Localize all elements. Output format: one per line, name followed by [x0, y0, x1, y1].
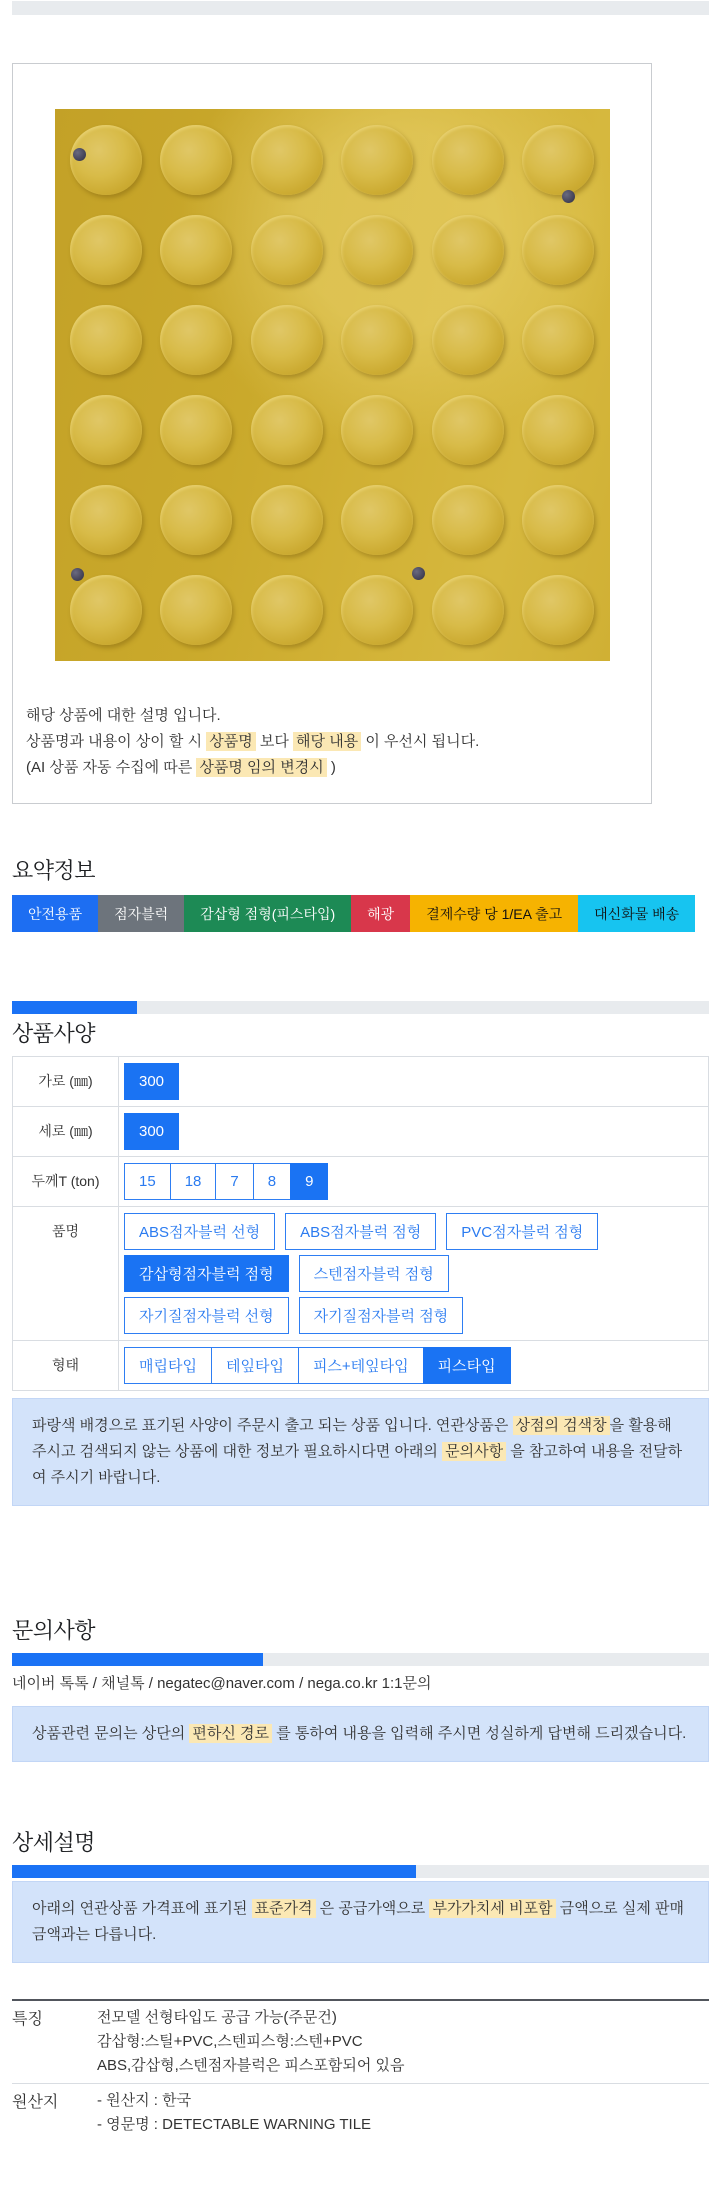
summary-tag: 안전용품 [12, 895, 98, 932]
tile-bump [522, 575, 594, 645]
text: 상품관련 문의는 상단의 [32, 1725, 190, 1742]
info-line: 감삽형:스틸+PVC,스텐피스형:스텐+PVC [97, 2033, 363, 2050]
spec-row-label: 형태 [13, 1341, 119, 1391]
tile-bump [522, 395, 594, 465]
info-line: 전모델 선형타입도 공급 가능(주문건) [97, 2009, 337, 2026]
text: 파랑색 배경으로 표기된 사양이 주문시 출고 되는 상품 입니다. 연관상품은 [32, 1417, 513, 1434]
tile-bump [432, 125, 504, 195]
tile-bump [341, 485, 413, 555]
text: (AI 상품 자동 수집에 따른 [26, 759, 197, 776]
spec-option[interactable]: 스텐점자블럭 점형 [299, 1255, 449, 1292]
description-line [26, 755, 631, 781]
summary-tag-list [12, 895, 709, 932]
text: ) [326, 759, 336, 776]
tile-bump [160, 125, 232, 195]
detail-section-title: 상세설명 [12, 1830, 96, 1855]
spec-table [12, 1056, 709, 1391]
spec-row-label: 품명 [13, 1207, 119, 1341]
spec-row [13, 1157, 709, 1207]
summary-tag: 점자블럭 [98, 895, 184, 932]
spec-option-selected[interactable]: 300 [124, 1113, 179, 1150]
inquiry-progress-fill [12, 1653, 263, 1666]
spec-option[interactable]: 테잎타입 [211, 1347, 299, 1384]
tile-bump [70, 305, 142, 375]
info-row-label: 특징 [12, 2011, 43, 2028]
summary-tag: 해광 [351, 895, 410, 932]
spec-option[interactable]: 7 [215, 1163, 253, 1200]
spec-row-label: 세로 (㎜) [13, 1107, 119, 1157]
text: 금액으로 실제 판매금액과는 다릅니다. [32, 1900, 684, 1943]
summary-section-title: 요약정보 [12, 858, 96, 883]
tile-screw-dot [412, 567, 425, 580]
detail-progress-fill [12, 1865, 416, 1878]
spec-row-options [119, 1207, 709, 1341]
text: 을 참고하여 내용을 전달하여 주시기 바랍니다. [32, 1443, 683, 1486]
tile-bump [160, 575, 232, 645]
inquiry-progress-bar [12, 1653, 709, 1666]
spec-option-selected[interactable]: 300 [124, 1063, 179, 1100]
product-description-text [26, 703, 631, 781]
tile-bump [70, 215, 142, 285]
tile-bump [70, 485, 142, 555]
specs-notice-box [12, 1398, 709, 1506]
tile-bump [251, 215, 323, 285]
detail-notice-box [12, 1881, 709, 1963]
specs-progress-fill [12, 1001, 137, 1014]
spec-row-options [119, 1107, 709, 1157]
tile-bump [251, 485, 323, 555]
highlighted-text: 상품명 임의 변경시 [196, 758, 326, 777]
spec-option-selected[interactable]: 9 [290, 1163, 328, 1200]
spec-row [13, 1341, 709, 1391]
highlighted-text: 상점의 검색창 [513, 1416, 610, 1435]
tile-bump [522, 215, 594, 285]
tile-screw-dot [562, 190, 575, 203]
summary-tag: 대신화물 배송 [578, 895, 695, 932]
tile-bump [251, 125, 323, 195]
tile-bump [522, 485, 594, 555]
inquiry-contact-line: 네이버 톡톡 / 채널톡 / negatec@naver.com / nega.co.kr 1:1문의 [12, 1675, 432, 1692]
spec-option[interactable]: ABS점자블럭 점형 [285, 1213, 436, 1250]
tile-bump [160, 305, 232, 375]
spec-row [13, 1207, 709, 1341]
highlighted-text: 상품명 [206, 732, 255, 751]
spec-option[interactable]: 자기질점자블럭 선형 [124, 1297, 289, 1334]
tile-bump [70, 575, 142, 645]
highlighted-text: 표준가격 [252, 1899, 316, 1918]
highlighted-text: 편하신 경로 [189, 1724, 272, 1743]
highlighted-text: 부가가치세 비포함 [429, 1899, 555, 1918]
text: 아래의 연관상품 가격표에 표기된 [32, 1900, 252, 1917]
text: 을 활용해 주시고 검색되지 않는 상품에 대한 정보가 필요하시다면 아래의 [32, 1417, 672, 1460]
highlighted-text: 문의사항 [442, 1442, 506, 1461]
tile-bump [341, 575, 413, 645]
tile-bump [160, 215, 232, 285]
tile-bump [432, 575, 504, 645]
info-row [12, 2001, 709, 2083]
highlighted-text: 해당 내용 [293, 732, 361, 751]
tile-bump [160, 485, 232, 555]
spec-row-label: 가로 (㎜) [13, 1057, 119, 1107]
tile-bump [251, 305, 323, 375]
spec-option[interactable]: 8 [253, 1163, 291, 1200]
tile-screw-dot [73, 148, 86, 161]
specs-progress-bar [12, 1001, 709, 1014]
tile-bump [432, 395, 504, 465]
text: 를 통하여 내용을 입력해 주시면 성실하게 답변해 드리겠습니다. [272, 1725, 687, 1742]
tile-bump [432, 485, 504, 555]
tile-bump [522, 125, 594, 195]
text: 이 우선시 됩니다. [361, 733, 480, 750]
tile-bump [522, 305, 594, 375]
specs-section-title: 상품사양 [12, 1021, 96, 1046]
product-info-table [12, 1999, 709, 2142]
spec-row [13, 1057, 709, 1107]
spec-row-label: 두께T (ton) [13, 1157, 119, 1207]
tile-bump [251, 395, 323, 465]
text: 은 공급가액으로 [315, 1900, 430, 1917]
summary-tag: 결제수량 당 1/EA 출고 [410, 895, 578, 932]
spec-option[interactable]: 18 [170, 1163, 217, 1200]
spec-option[interactable]: PVC점자블럭 점형 [446, 1213, 598, 1250]
description-line [26, 703, 631, 729]
tile-bump [341, 305, 413, 375]
spec-row-options [119, 1057, 709, 1107]
tile-bump [70, 395, 142, 465]
tile-bump [160, 395, 232, 465]
info-line: - 원산지 : 한국 [97, 2092, 192, 2109]
inquiry-notice-box [12, 1706, 709, 1762]
spec-row-options [119, 1341, 709, 1391]
spec-option[interactable]: 피스+테잎타입 [298, 1347, 424, 1384]
text: 해당 상품에 대한 설명 입니다. [26, 707, 221, 724]
tile-bump [432, 305, 504, 375]
text: 보다 [255, 733, 294, 750]
spec-option-selected[interactable]: 피스타입 [423, 1347, 511, 1384]
tile-screw-dot [71, 568, 84, 581]
info-row-content [97, 2084, 709, 2142]
inquiry-section-title: 문의사항 [12, 1618, 96, 1643]
spec-option[interactable]: 자기질점자블럭 점형 [299, 1297, 464, 1334]
info-row [12, 2083, 709, 2142]
info-line: ABS,감삽형,스텐점자블럭은 피스포함되어 있음 [97, 2057, 405, 2074]
spec-option[interactable]: ABS점자블럭 선형 [124, 1213, 275, 1250]
spec-option-selected[interactable]: 감삽형점자블럭 점형 [124, 1255, 289, 1292]
tile-bump [251, 575, 323, 645]
tile-bump [341, 125, 413, 195]
detail-progress-bar [12, 1865, 709, 1878]
tile-bump [341, 215, 413, 285]
text: 상품명과 내용이 상이 할 시 [26, 733, 207, 750]
spec-row [13, 1107, 709, 1157]
top-divider-bar [12, 1, 709, 15]
tile-bump [341, 395, 413, 465]
summary-tag: 감삽형 점형(피스타입) [184, 895, 351, 932]
product-image [55, 109, 610, 661]
info-line: - 영문명 : DETECTABLE WARNING TILE [97, 2116, 372, 2133]
spec-option[interactable]: 15 [124, 1163, 171, 1200]
spec-option[interactable]: 매립타입 [124, 1347, 212, 1384]
info-row-label: 원산지 [12, 2094, 59, 2111]
info-row-content [97, 2001, 709, 2083]
description-line [26, 729, 631, 755]
spec-row-options [119, 1157, 709, 1207]
product-description-panel [12, 63, 652, 804]
tile-bump [432, 215, 504, 285]
